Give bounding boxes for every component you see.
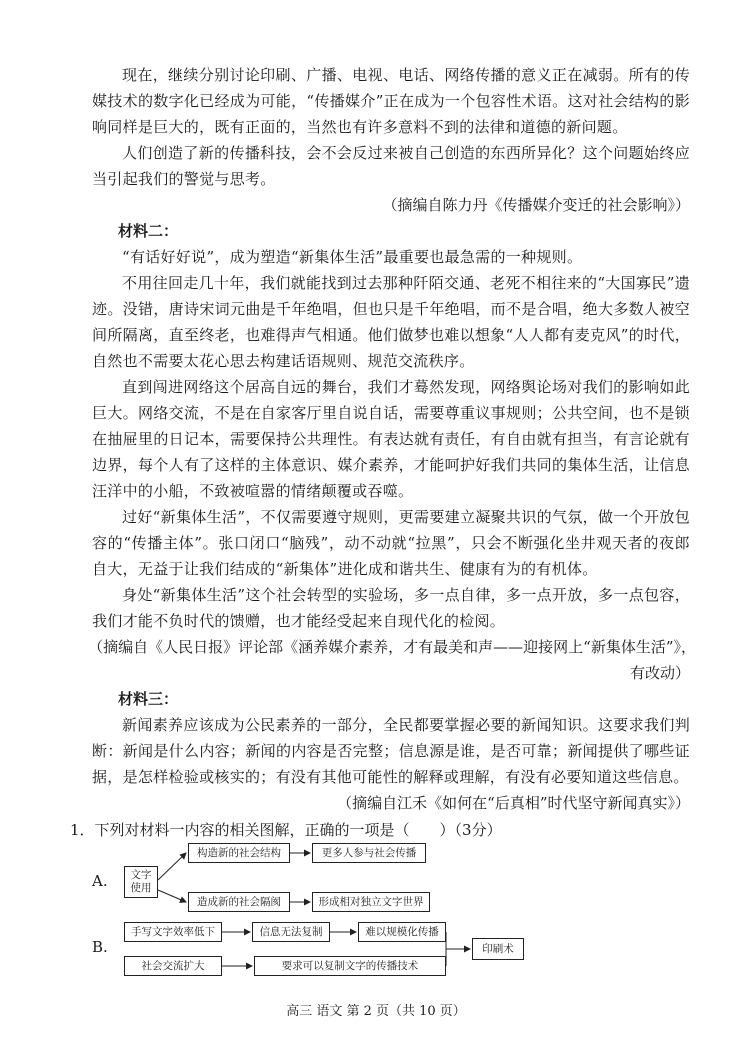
option-a-bottom-1: 造成新的社会隔阂	[188, 892, 290, 912]
option-a-top-2: 更多人参与社会传播	[312, 843, 426, 863]
option-a-root: 文字 使用	[124, 866, 158, 898]
source-3: （摘编自江禾《如何在“后真相”时代坚守新闻真实》）	[337, 794, 690, 812]
paragraph-2: 人们创造了新的传播科技，会不会反过来被自己创造的东西所异化？这个问题始终应当引起我们的警觉与思考。	[92, 144, 690, 188]
source-2-line-1: （摘编自《人民日报》评论部《涵养媒介素养，才有最美和声——迎接网上“新集体生活”》，	[88, 638, 696, 656]
option-a-label: A.	[92, 872, 108, 890]
paragraph-4: 不用往回走几十年，我们就能找到过去那种阡陌交通、老死不相往来的“大国寡民”遗迹。没错，唐诗宋词元曲是千年绝唱，但也只是千年绝唱，而不是合唱，绝大多数人被空间所隔离，直至终老，也难得声气相通。他们做梦也难以想象“人人都有麦克风”的时代，自然也不需要太花心思去构建话语规则、规范交流秩序。	[92, 274, 690, 370]
paragraph-6: 过好“新集体生活”，不仅需要遵守规则，更需要建立凝聚共识的气氛，做一个开放包容的“传播主体”。张口闭口“脑残”，动不动就“拉黑”，只会不断强化坐井观天者的夜郎自大，无益于让我们结成的“新集体”进化成和谐共生、健康有为的有机体。	[92, 508, 690, 578]
paragraph-8: 新闻素养应该成为公民素养的一部分，全民都要掌握必要的新闻知识。这要求我们判断：新闻是什么内容；新闻的内容是否完整；信息源是谁，是否可靠；新闻提供了哪些证据，是怎样检验或核实的；有没有其他可能性的解释或理解，有没有必要知道这些信息。	[92, 716, 690, 786]
option-b-label: B.	[92, 938, 108, 956]
heading-material-2: 材料二：	[118, 222, 179, 240]
paragraph-3: “有话好好说”，成为塑造“新集体生活”最重要也最急需的一种规则。	[122, 248, 583, 266]
question-1: 1．下列对材料一内容的相关图解，正确的一项是（ ）（3分）	[70, 821, 502, 839]
arrow-a-up	[158, 853, 186, 880]
source-1: （摘编自陈力丹《传播媒介变迁的社会影响》）	[382, 196, 690, 214]
paragraph-7: 身处“新集体生活”这个社会转型的实验场，多一点自律，多一点开放，多一点包容，我们才能不负时代的馈赠，也才能经受起来自现代化的检阅。	[92, 586, 690, 630]
option-b-row1-c: 难以规模化传播	[358, 922, 446, 942]
page-footer: 高三 语文 第 2 页（共 10 页）	[286, 1004, 466, 1019]
source-2-line-2: 有改动）	[629, 664, 690, 682]
arrow-a-down	[158, 890, 186, 902]
option-b-result: 印刷术	[472, 938, 524, 960]
option-b-row2-b: 要求可以复制文字的传播技术	[254, 956, 446, 976]
option-b-row2-a: 社会交流扩大	[124, 956, 222, 976]
paragraph-5: 直到闯进网络这个居高自远的舞台，我们才蓦然发现，网络舆论场对我们的影响如此巨大。网络交流，不是在自家客厅里自说自话，需要尊重议事规则；公共空间，也不是锁在抽屉里的日记本，需要保持公共理性。有表达就有责任，有自由就有担当，有言论就有边界，每个人有了这样的主体意识、媒介素养，才能呵护好我们共同的集体生活，让信息汪洋中的小船，不致被喧嚣的情绪颠覆或吞噬。	[92, 378, 690, 500]
option-a-bottom-2: 形成相对独立文字世界	[312, 892, 430, 912]
heading-material-3: 材料三：	[118, 690, 179, 708]
option-b-row1-b: 信息无法复制	[252, 922, 330, 942]
option-b-row1-a: 手写文字效率低下	[124, 922, 222, 942]
paragraph-1: 现在，继续分别讨论印刷、广播、电视、电话、网络传播的意义正在减弱。所有的传媒技术的数字化已经成为可能，“传播媒介”正在成为一个包容性术语。这对社会结构的影响同样是巨大的，既有正面的，当然也有许多意料不到的法律和道德的新问题。	[92, 66, 690, 136]
option-a-top-1: 构造新的社会结构	[188, 843, 290, 863]
